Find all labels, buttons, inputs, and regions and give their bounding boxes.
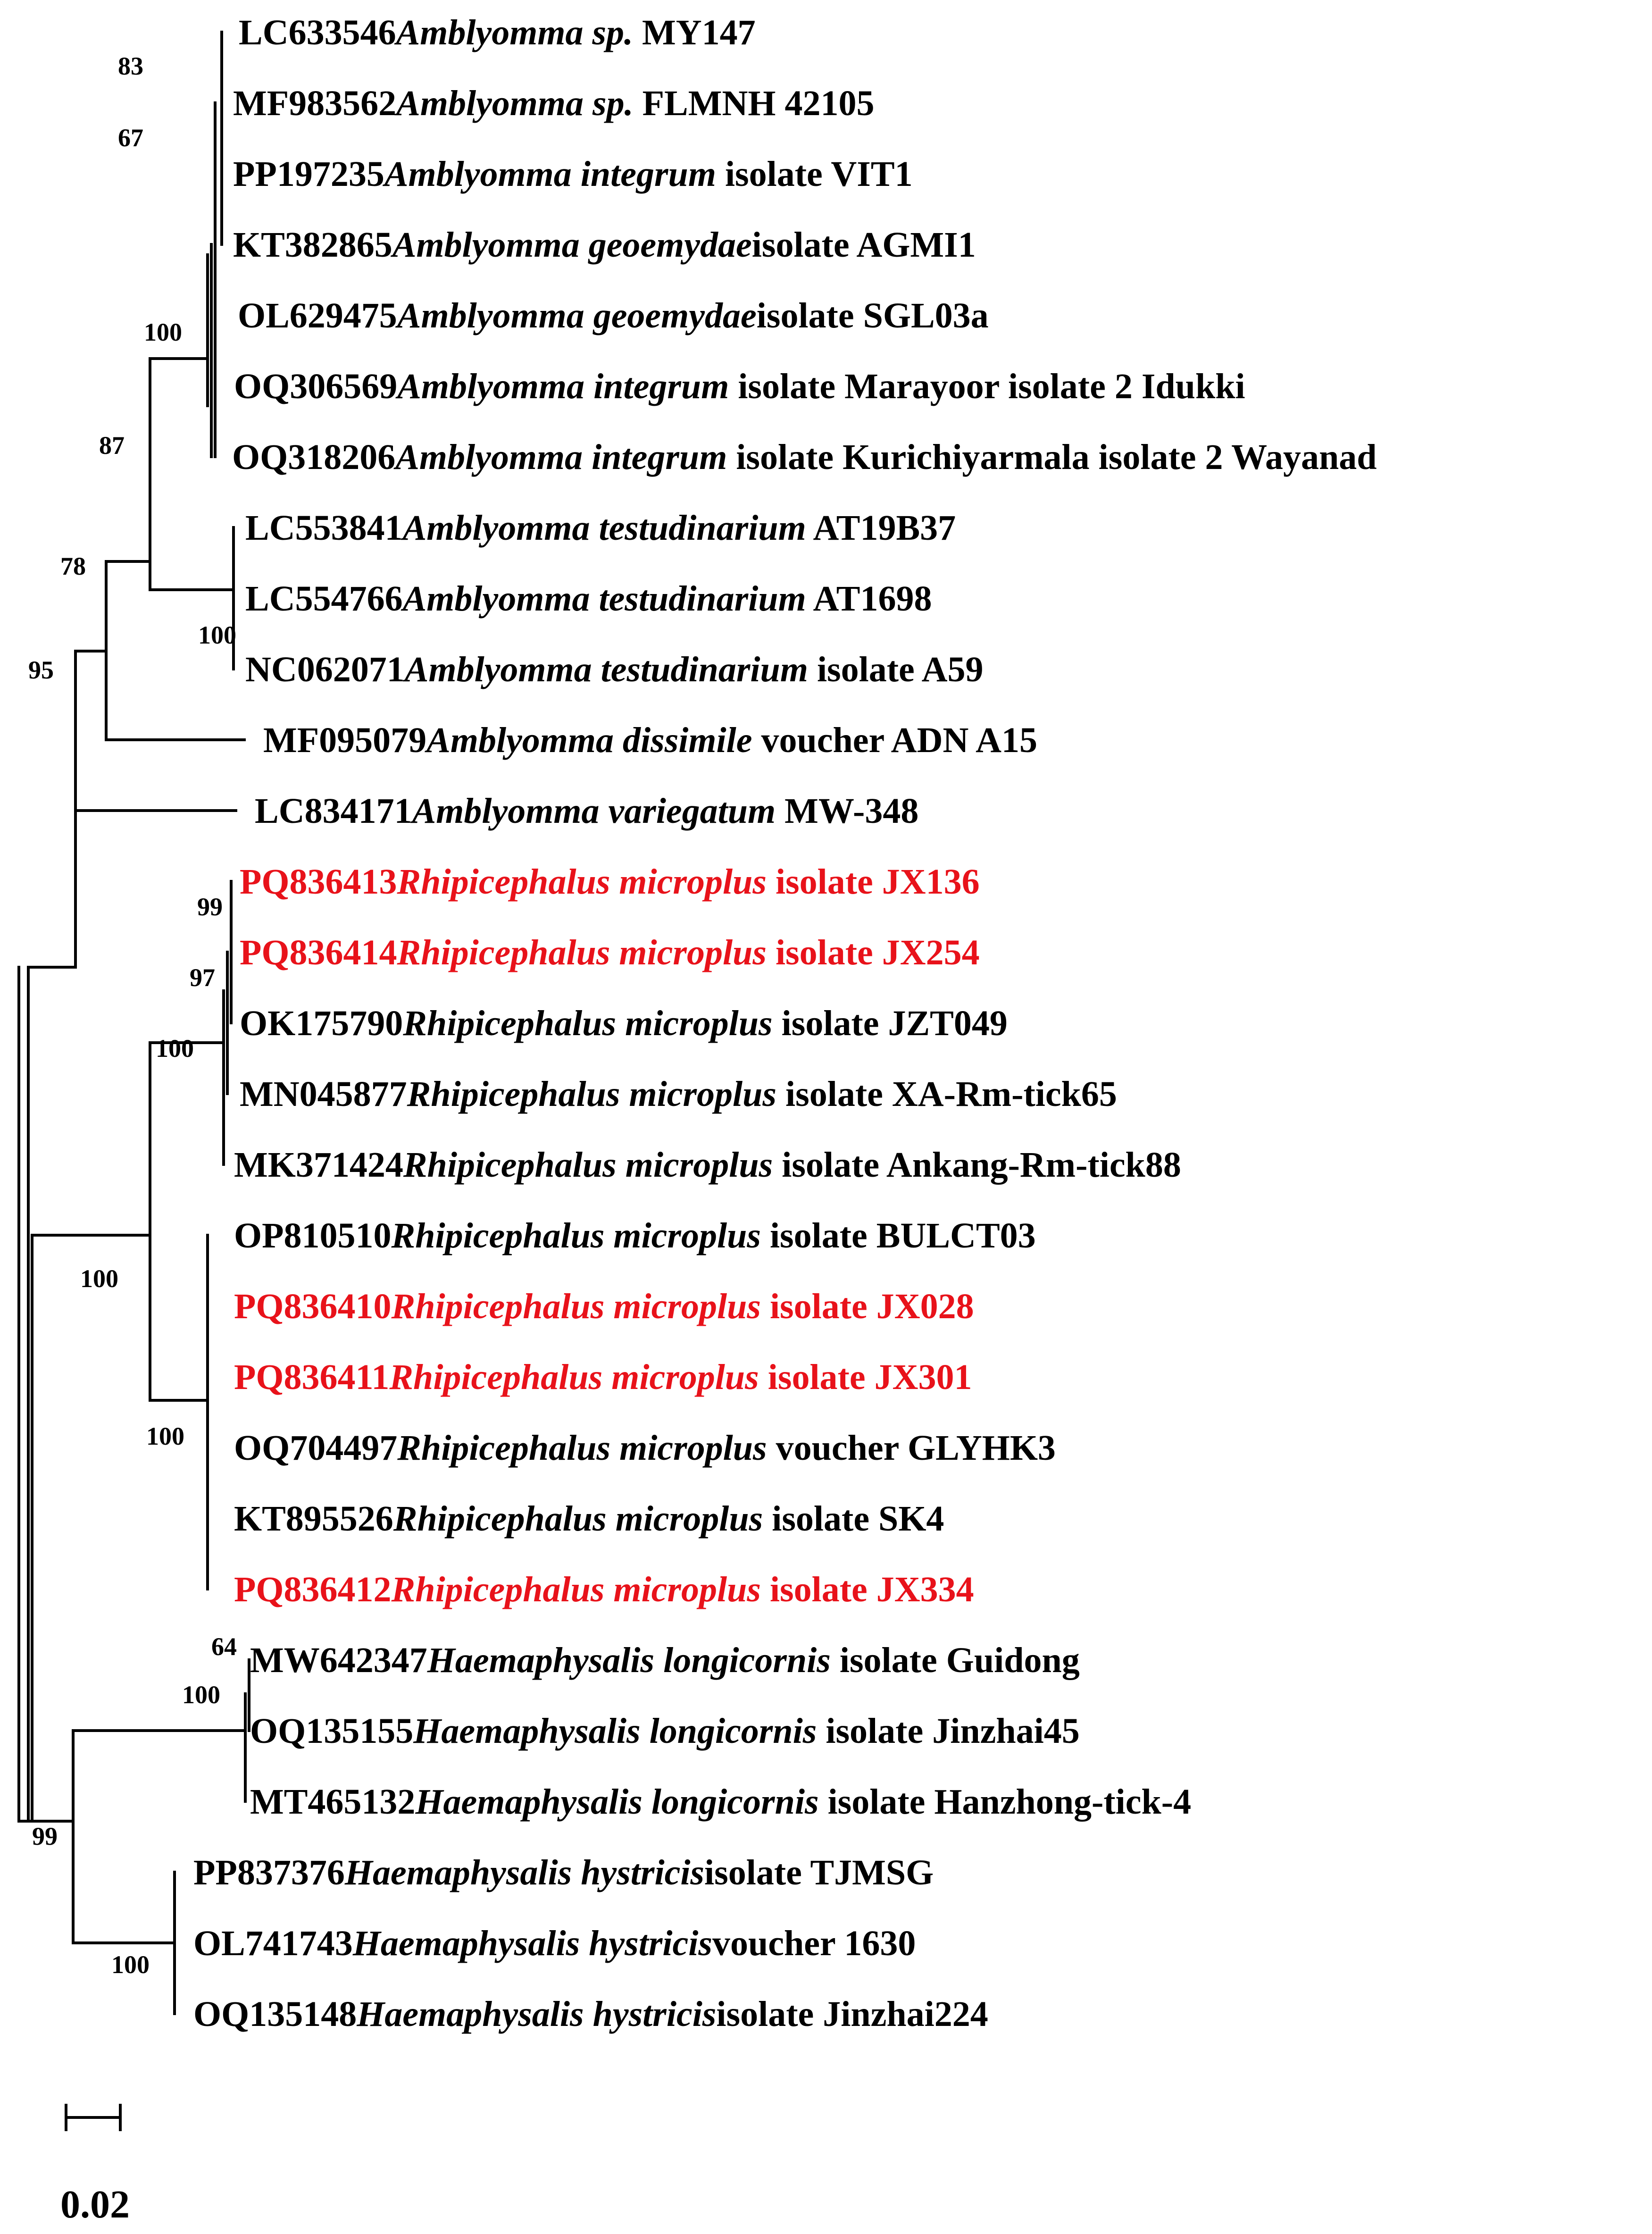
leaf-label: [238, 296, 989, 335]
leaf-species: Haemaphysalis longicornis: [413, 1711, 817, 1751]
leaf-species: Rhipicephalus microplus: [393, 1499, 763, 1539]
leaf-descriptor: isolate Jinzhai45: [817, 1711, 1080, 1751]
bootstrap-value: 100: [111, 1950, 150, 1979]
leaf-label: [240, 1004, 1008, 1043]
leaf-descriptor: AT19B37: [806, 508, 956, 548]
leaf-accession: OP810510: [234, 1216, 392, 1255]
leaf-accession: LC554766: [245, 579, 403, 619]
leaf-accession: OQ306569: [234, 367, 398, 406]
leaf-descriptor: isolate Marayoor isolate 2 Idukki: [729, 367, 1245, 406]
leaf-accession: MF095079: [263, 720, 427, 760]
leaf-descriptor: FLMNH 42105: [633, 84, 875, 123]
leaf-labels: [193, 13, 1377, 2034]
leaf-species: Rhipicephalus microplus: [403, 1145, 773, 1185]
bootstrap-values: [28, 52, 237, 1979]
leaf-species: Amblyomma variegatum: [412, 791, 776, 831]
leaf-descriptor: isolate Jinzhai224: [716, 1994, 988, 2034]
leaf-label: [263, 720, 1037, 760]
leaf-descriptor: voucher 1630: [712, 1924, 916, 1963]
leaf-descriptor: isolate BULCT03: [760, 1216, 1036, 1255]
leaf-species: Haemaphysalis hystricis: [357, 1994, 717, 2034]
leaf-accession: LC633546: [239, 13, 396, 52]
leaf-accession: PP837376: [193, 1853, 345, 1892]
leaf-species: Rhipicephalus microplus: [391, 1216, 761, 1255]
bootstrap-value: 83: [118, 52, 143, 80]
bootstrap-value: 78: [60, 552, 86, 580]
bootstrap-value: 100: [182, 1681, 220, 1709]
leaf-label: [250, 1711, 1080, 1751]
leaf-accession: OQ704497: [234, 1428, 398, 1468]
leaf-descriptor: isolate JX334: [760, 1570, 974, 1609]
leaf-descriptor: MW-348: [776, 791, 919, 831]
leaf-descriptor: isolate JX136: [766, 862, 980, 902]
bootstrap-value: 87: [99, 431, 125, 460]
leaf-accession: PQ836414: [240, 933, 397, 972]
leaf-accession: OL741743: [193, 1924, 353, 1963]
leaf-species: Amblyomma geoemydae: [392, 225, 752, 265]
leaf-descriptor: isolate Hanzhong-tick-4: [818, 1782, 1192, 1822]
leaf-label: [234, 1145, 1181, 1185]
leaf-accession: OQ318206: [232, 437, 396, 477]
bootstrap-value: 100: [146, 1422, 184, 1450]
leaf-species: Rhipicephalus microplus: [397, 862, 767, 902]
leaf-accession: LC834171: [255, 791, 412, 831]
leaf-accession: NC062071: [245, 650, 405, 689]
leaf-descriptor: isolate A59: [808, 650, 984, 689]
leaf-label: [240, 933, 980, 972]
bootstrap-value: 100: [144, 318, 182, 346]
leaf-species: Rhipicephalus microplus: [397, 933, 767, 972]
bootstrap-value: 100: [80, 1264, 118, 1293]
leaf-descriptor: isolate JX028: [760, 1287, 974, 1326]
leaf-label: [234, 1428, 1056, 1468]
bootstrap-value: 100: [198, 621, 236, 649]
leaf-accession: PQ836412: [234, 1570, 392, 1609]
leaf-label: [245, 650, 983, 689]
leaf-descriptor: isolate Guidong: [830, 1640, 1080, 1680]
leaf-descriptor: isolate SGL03a: [756, 296, 989, 335]
leaf-accession: MT465132: [250, 1782, 416, 1822]
leaf-label: [193, 1853, 934, 1892]
leaf-descriptor: isolate Ankang-Rm-tick88: [773, 1145, 1181, 1185]
leaf-descriptor: isolate JZT049: [772, 1004, 1008, 1043]
leaf-descriptor: isolate JX301: [759, 1357, 972, 1397]
leaf-species: Amblyomma geoemydae: [397, 296, 757, 335]
leaf-label: [234, 1570, 974, 1609]
leaf-label: [245, 579, 932, 619]
leaf-species: Rhipicephalus microplus: [397, 1428, 767, 1468]
leaf-accession: MK371424: [234, 1145, 403, 1185]
bootstrap-value: 97: [190, 963, 215, 992]
leaf-species: Rhipicephalus microplus: [407, 1074, 777, 1114]
bootstrap-value: 64: [211, 1632, 237, 1661]
leaf-accession: MW642347: [250, 1640, 427, 1680]
leaf-label: [239, 13, 756, 52]
leaf-species: Rhipicephalus microplus: [403, 1004, 773, 1043]
leaf-accession: PQ836410: [234, 1287, 392, 1326]
leaf-label: [233, 84, 874, 123]
leaf-descriptor: AT1698: [806, 579, 932, 619]
bootstrap-value: 99: [32, 1822, 58, 1850]
leaf-accession: PQ836411: [234, 1357, 390, 1397]
leaf-species: Rhipicephalus microplus: [391, 1287, 761, 1326]
leaf-accession: MF983562: [233, 84, 397, 123]
leaf-species: Amblyomma testudinarium: [402, 579, 806, 619]
bootstrap-value: 100: [156, 1034, 194, 1063]
leaf-species: Amblyomma testudinarium: [402, 508, 806, 548]
leaf-label: [234, 367, 1245, 406]
leaf-label: [233, 154, 913, 194]
leaf-descriptor: isolate TJMSG: [704, 1853, 934, 1892]
leaf-descriptor: voucher GLYHK3: [767, 1428, 1056, 1468]
bootstrap-value: 67: [118, 124, 143, 152]
leaf-label: [193, 1994, 988, 2034]
bootstrap-value: 95: [28, 656, 54, 684]
tree-branches: [19, 32, 249, 2014]
bootstrap-value: 99: [197, 893, 223, 921]
leaf-species: Amblyomma integrum: [395, 437, 727, 477]
leaf-accession: LC553841: [245, 508, 403, 548]
scale-bar: [60, 2105, 130, 2226]
leaf-species: Haemaphysalis hystricis: [344, 1853, 705, 1892]
leaf-label: [255, 791, 918, 831]
leaf-descriptor: isolate VIT1: [716, 154, 913, 194]
leaf-label: [232, 437, 1377, 477]
leaf-label: [234, 1216, 1036, 1255]
leaf-descriptor: voucher ADN A15: [752, 720, 1038, 760]
leaf-descriptor: isolate JX254: [766, 933, 980, 972]
leaf-descriptor: MY147: [633, 13, 756, 52]
leaf-descriptor: isolate SK4: [763, 1499, 944, 1539]
leaf-accession: PQ836413: [240, 862, 397, 902]
leaf-species: Rhipicephalus microplus: [391, 1570, 761, 1609]
leaf-accession: KT895526: [234, 1499, 393, 1539]
leaf-accession: OQ135148: [193, 1994, 357, 2034]
leaf-species: Rhipicephalus microplus: [389, 1357, 759, 1397]
leaf-label: [240, 862, 980, 902]
leaf-descriptor: isolate Kurichiyarmala isolate 2 Wayanad: [727, 437, 1377, 477]
scale-bar-label: 0.02: [60, 2183, 130, 2226]
leaf-accession: OK175790: [240, 1004, 403, 1043]
leaf-label: [193, 1924, 916, 1963]
leaf-species: Amblyomma sp.: [396, 13, 634, 52]
leaf-label: [245, 508, 956, 548]
leaf-accession: PP197235: [233, 154, 384, 194]
leaf-species: Haemaphysalis hystricis: [352, 1924, 712, 1963]
leaf-descriptor: isolate XA-Rm-tick65: [776, 1074, 1117, 1114]
leaf-species: Haemaphysalis longicornis: [415, 1782, 819, 1822]
leaf-species: Amblyomma dissimile: [426, 720, 752, 760]
leaf-label: [234, 1499, 944, 1539]
leaf-species: Amblyomma integrum: [397, 367, 729, 406]
leaf-species: Haemaphysalis longicornis: [427, 1640, 831, 1680]
leaf-accession: OQ135155: [250, 1711, 414, 1751]
leaf-label: [250, 1782, 1191, 1822]
leaf-descriptor: isolate AGMI1: [751, 225, 976, 265]
leaf-accession: KT382865: [233, 225, 392, 265]
leaf-label: [250, 1640, 1080, 1680]
leaf-label: [240, 1074, 1117, 1114]
leaf-accession: MN045877: [240, 1074, 407, 1114]
leaf-species: Amblyomma integrum: [384, 154, 716, 194]
leaf-accession: OL629475: [238, 296, 397, 335]
leaf-label: [234, 1357, 972, 1397]
leaf-species: Amblyomma sp.: [396, 84, 634, 123]
leaf-label: [234, 1287, 974, 1326]
leaf-species: Amblyomma testudinarium: [404, 650, 808, 689]
leaf-label: [233, 225, 976, 265]
